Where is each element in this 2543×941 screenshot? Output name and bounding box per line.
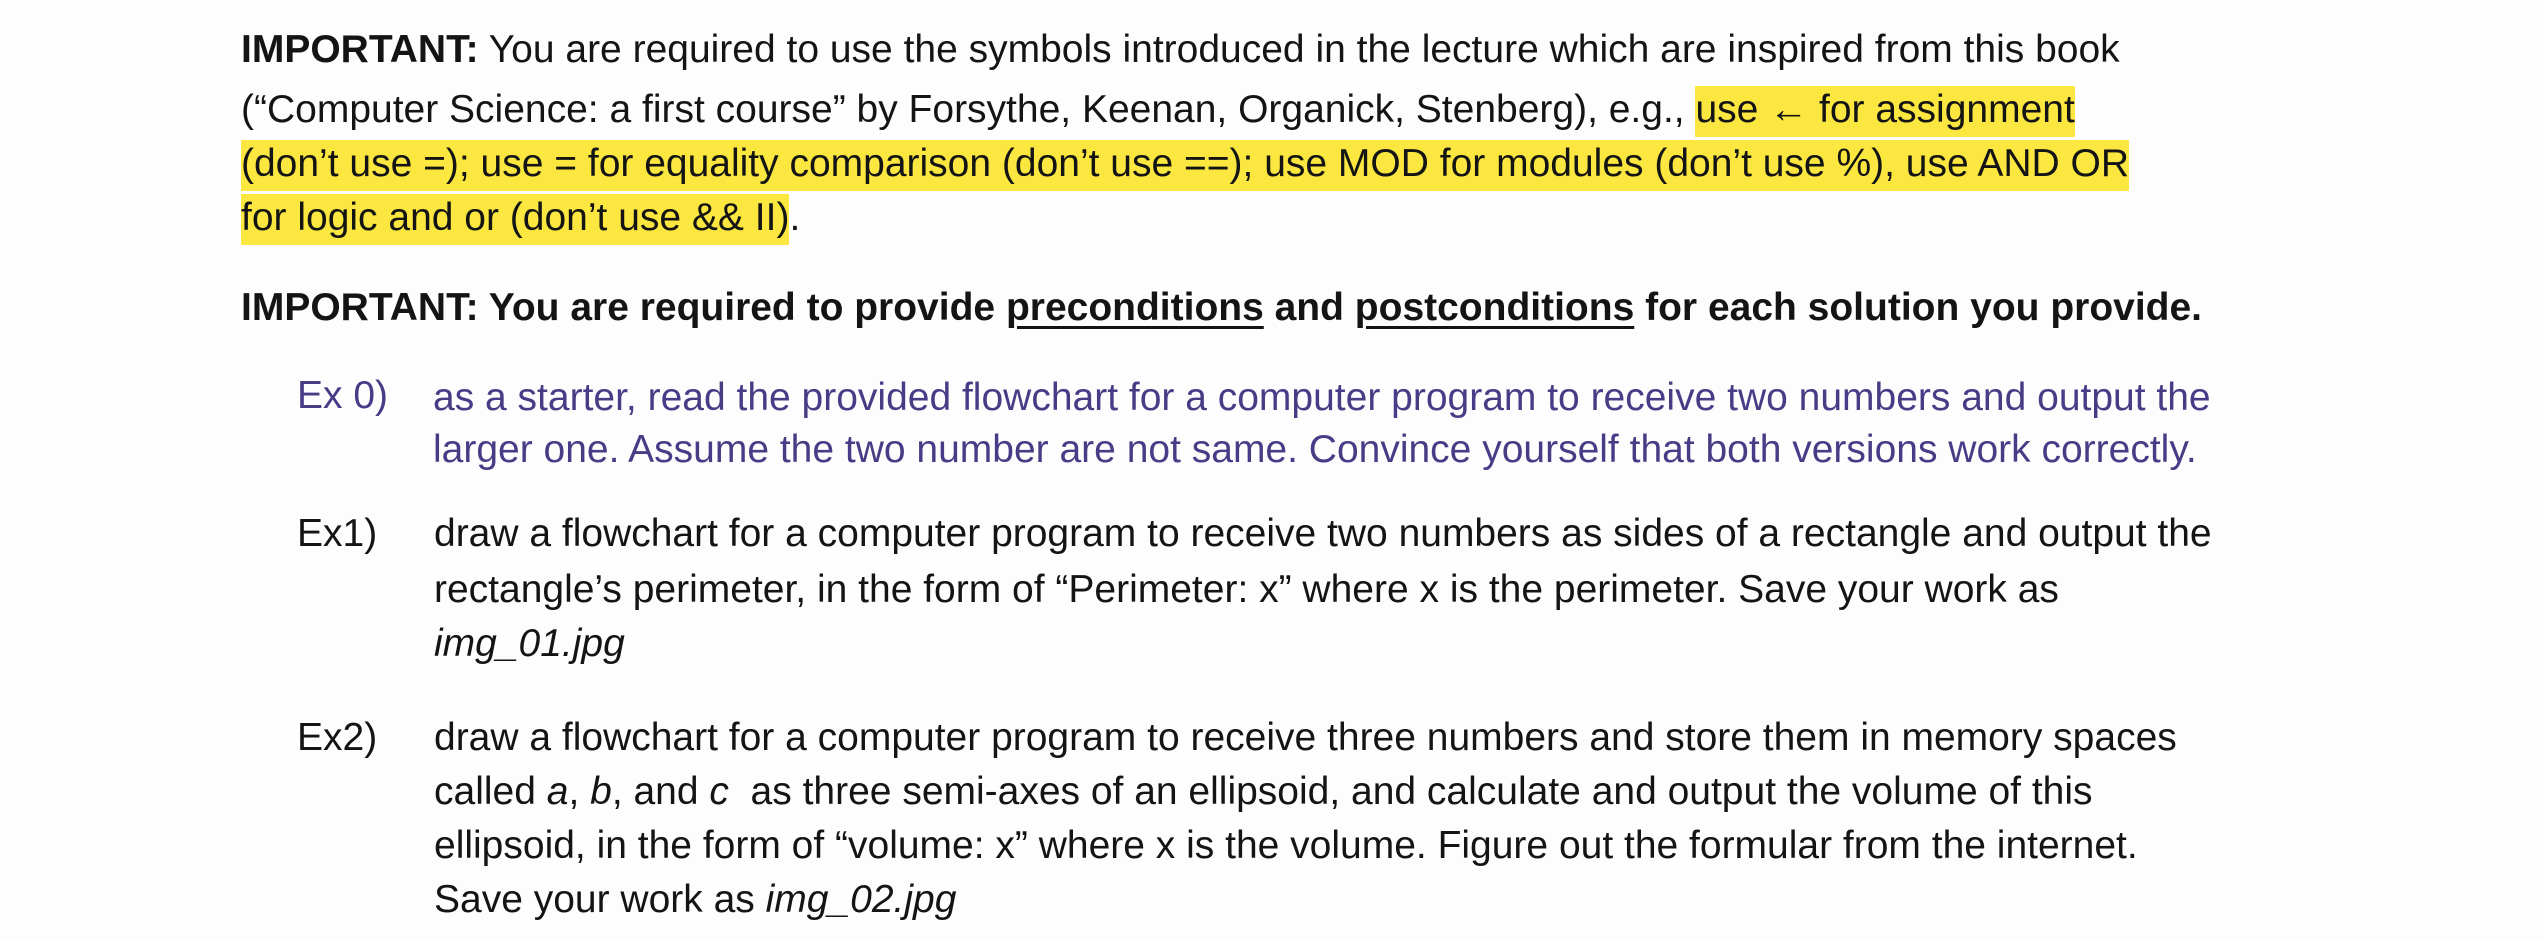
important1-highlight4: for logic and or (don’t use && II) — [241, 194, 789, 245]
important1-period: . — [789, 196, 801, 239]
ex1-filename: img_01.jpg — [434, 622, 625, 665]
ex2-var-b: b — [590, 770, 612, 813]
ex2-line2-end: as three semi-axes of an ellipsoid, and calculate and output the volume of this — [728, 770, 2093, 813]
ex2-var-c: c — [709, 770, 729, 813]
important1-label: IMPORTANT: — [241, 28, 479, 71]
important1-highlight3: (don’t use =); use = for equality comparison (don’t use ==); use MOD for modules (don’t use %), use AND OR — [241, 140, 2129, 191]
important1-text1: You are required to use the symbols introduced in the lecture which are inspired from this book — [478, 28, 2120, 71]
ex2-line4-start: Save your work as — [434, 878, 766, 921]
ex2-filename: img_02.jpg — [765, 878, 957, 921]
important2-text1: You are required to provide — [478, 286, 1006, 329]
important1-highlight2: use ← for assignment — [1695, 86, 2074, 137]
ex2-label: Ex2) — [297, 716, 378, 759]
ex1-label: Ex1) — [297, 512, 378, 555]
ex0-line2: larger one. Assume the two number are not same. Convince yourself that both versions work correctly. — [433, 428, 2197, 471]
important2-text2: and — [1263, 286, 1355, 329]
important1-line4 — [241, 192, 800, 244]
important2-label: IMPORTANT: — [241, 286, 479, 329]
important2-text3: for each solution you provide. — [1634, 286, 2203, 329]
important1-line2 — [241, 84, 2075, 136]
ex2-sep2: , and — [611, 770, 710, 813]
ex0-label: Ex 0) — [297, 374, 389, 417]
important2-line — [241, 282, 2202, 334]
important1-line1 — [241, 24, 2120, 76]
ex2-line1: draw a flowchart for a computer program to receive three numbers and store them in memory spaces — [434, 716, 2177, 759]
ex2-sep1: , — [568, 770, 591, 813]
ex2-line3: ellipsoid, in the form of “volume: x” where x is the volume. Figure out the formular from the internet. — [434, 824, 2138, 867]
ex1-line2: rectangle’s perimeter, in the form of “Perimeter: x” where x is the perimeter. Save your work as — [434, 568, 2059, 611]
ex1-line1: draw a flowchart for a computer program to receive two numbers as sides of a rectangle and output the — [434, 512, 2212, 555]
ex2-line2 — [434, 766, 2093, 818]
postconditions-term: postconditions — [1354, 286, 1635, 329]
ex2-line4 — [434, 874, 956, 926]
ex2-var-a: a — [546, 770, 569, 813]
important1-text2: (“Computer Science: a first course” by Forsythe, Keenan, Organick, Stenberg), e.g., — [241, 88, 1696, 131]
ex0-line1: as a starter, read the provided flowchart for a computer program to receive two numbers and output the — [433, 376, 2211, 419]
preconditions-term: preconditions — [1005, 286, 1264, 329]
important1-line3 — [241, 138, 2129, 190]
ex2-line2-start: called — [434, 770, 547, 813]
